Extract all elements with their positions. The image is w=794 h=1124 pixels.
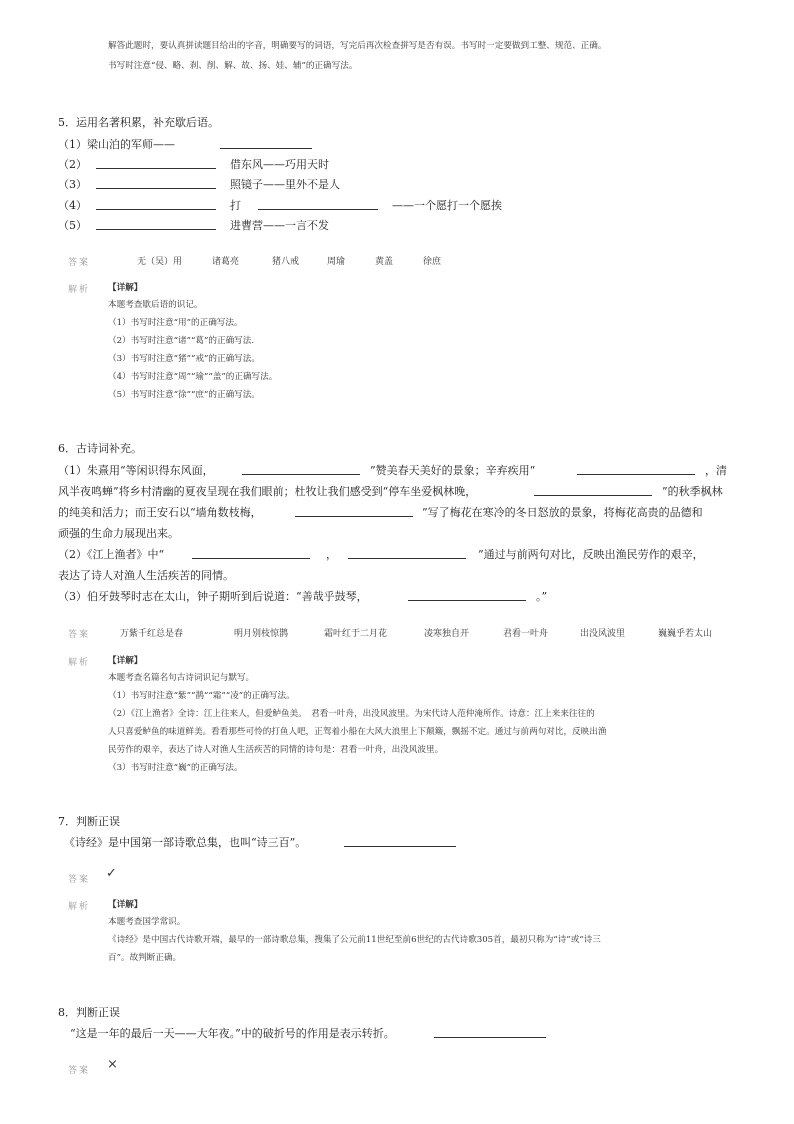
top-line-1: 解答此题时，要认真拼读题目给出的字音，明确要写的词语，写完后再次检查拼写是否有误。书写时一定要做到工整、规范、正确。 — [108, 41, 607, 51]
q6-analysis-line: （1）书写时注意“紫”“鹊”“霜”“凌”的正确写法。 — [108, 691, 295, 701]
q6-p7b: 。” — [536, 590, 548, 603]
q5-item-5-label: （5） — [58, 219, 87, 232]
q6-analysis-line: 民劳作的艰辛，表达了诗人对渔人生活疾苦的同情的诗句是：君看一叶舟，出没风波里。 — [108, 745, 444, 755]
q5-analysis-line: （3）书写时注意“猪”“戒”的正确写法。 — [108, 354, 260, 364]
q6-blank-6[interactable] — [348, 558, 466, 559]
q7-stem: 《诗经》是中国第一部诗歌总集，也叫“诗三百”。 — [64, 836, 307, 849]
q7-analysis-label: 解析 — [68, 902, 91, 912]
q6-analysis-line: （3）书写时注意“巍”的正确写法。 — [108, 763, 243, 773]
q6-p5b: ， — [326, 548, 337, 561]
q5-item-4-text: 打 — [230, 199, 241, 212]
q6-answer-6: 出没风波里 — [580, 629, 626, 639]
q6-answer-label: 答案 — [68, 630, 91, 640]
q6-p6: 表达了诗人对渔人生活疾苦的同情。 — [58, 569, 234, 582]
q8-title: 8．判断正误 — [58, 1006, 120, 1019]
q5-analysis-line: （1）书写时注意“用”的正确写法。 — [108, 318, 243, 328]
q7-title: 7．判断正误 — [58, 815, 120, 828]
q8-answer-label: 答案 — [68, 1066, 91, 1076]
q8-stem: “这是一年的最后一天——大年夜。”中的破折号的作用是表示转折。 — [70, 1027, 395, 1040]
q5-item-4-label: （4） — [58, 199, 87, 212]
q5-item-5-text: 进曹营——一言不发 — [230, 219, 329, 232]
q5-title: 5．运用名著积累，补充歇后语。 — [58, 116, 219, 129]
q6-analysis-line: （2）《江上渔者》全诗：江上往来人，但爱鲈鱼美。 君看一叶舟，出没风波里。为宋代诗人范仲淹所作。诗意：江上来来往往的 — [108, 709, 595, 719]
q6-blank-1[interactable] — [242, 474, 360, 475]
q6-p7a: （3）伯牙鼓琴时志在太山，钟子期听到后说道：“善哉乎鼓琴， — [58, 590, 368, 603]
q5-item-2-label: （2） — [58, 158, 87, 171]
q6-p3b: ”写了梅花在寒冷的冬日怒放的景象，将梅花高贵的品德和 — [422, 506, 703, 519]
q6-p2b: ”的秋季枫林 — [662, 485, 723, 498]
q5-item-2-text: 借东风——巧用天时 — [230, 158, 329, 171]
q5-item-3-label: （3） — [58, 178, 87, 191]
q7-detail-label: 【详解】 — [108, 900, 143, 910]
q5-answer-label: 答案 — [68, 258, 91, 268]
q7-answer-check-icon: ✓ — [106, 866, 117, 881]
q5-blank-1[interactable] — [220, 148, 312, 149]
q5-answer-3: 猪八戒 — [272, 257, 300, 267]
q6-blank-2[interactable] — [577, 474, 695, 475]
q5-item-4-tail: ——一个愿打一个愿挨 — [392, 199, 502, 212]
q6-blank-5[interactable] — [192, 558, 310, 559]
q6-blank-4[interactable] — [295, 516, 413, 517]
q6-answer-1: 万紫千红总是春 — [120, 629, 184, 639]
q5-blank-4a[interactable] — [96, 209, 216, 210]
q5-answer-1: 无（吴）用 — [137, 257, 183, 267]
q6-p3a: 的纯美和活力；而王安石以“墙角数枝梅， — [58, 506, 262, 519]
q5-blank-2[interactable] — [96, 168, 216, 169]
q6-p5a: （2）《江上渔者》中“ — [58, 548, 165, 561]
q5-detail-label: 【详解】 — [108, 283, 143, 293]
q5-blank-5[interactable] — [96, 229, 216, 230]
q5-answer-4: 周瑜 — [327, 257, 346, 267]
q6-answer-2: 明月别枝惊鹊 — [234, 629, 289, 639]
q6-p1a: （1）朱熹用“等闲识得东风面， — [58, 464, 214, 477]
q6-analysis-line: 本题考查名篇名句古诗词识记与默写。 — [108, 673, 255, 683]
q6-blank-3[interactable] — [534, 495, 652, 496]
q6-p1b: ”赞美春天美好的景象；辛弃疾用“ — [370, 464, 536, 477]
q6-answer-3: 霜叶红于二月花 — [324, 629, 388, 639]
q5-blank-4b[interactable] — [258, 209, 378, 210]
q6-answer-7: 巍巍乎若太山 — [658, 629, 713, 639]
q7-analysis-line: 百”。故判断正确。 — [108, 953, 182, 963]
q5-analysis-line: （5）书写时注意“徐”“庶”的正确写法。 — [108, 390, 260, 400]
q6-answer-4: 凌寒独自开 — [424, 629, 470, 639]
q6-title: 6．古诗词补充。 — [58, 442, 142, 455]
q5-blank-3[interactable] — [96, 188, 216, 189]
q5-analysis-label: 解析 — [68, 285, 91, 295]
q5-analysis-line: 本题考查歇后语的识记。 — [108, 300, 203, 310]
q6-analysis-line: 人只喜爱鲈鱼的味道鲜美。看看那些可怜的打鱼人吧，正驾着小船在大风大浪里上下颠簸，飘摇不定。通过与前两句对比，反映出渔 — [108, 727, 607, 737]
q5-answer-6: 徐庶 — [423, 257, 442, 267]
q6-p4: 顽强的生命力展现出来。 — [58, 527, 179, 540]
q8-answer-cross-icon: × — [107, 1057, 118, 1072]
q7-analysis-line: 《诗经》是中国古代诗歌开端，最早的一部诗歌总集，搜集了公元前11世纪至前6世纪的古代诗歌305首，最初只称为“诗”或“诗三 — [108, 935, 601, 945]
q7-blank[interactable] — [344, 846, 456, 847]
top-line-2: 书写时注意“侵、略、刹、削、解、故、扬、娃、辅”的正确写法。 — [108, 61, 358, 71]
q6-blank-7[interactable] — [408, 600, 526, 601]
q5-answer-2: 诸葛亮 — [212, 257, 240, 267]
q5-analysis-line: （4）书写时注意“周”“瑜”“盖”的正确写法。 — [108, 372, 278, 382]
q7-analysis-line: 本题考查国学常识。 — [108, 917, 186, 927]
q6-p2a: 风半夜鸣蝉”将乡村清幽的夏夜呈现在我们眼前；杜牧让我们感受到“停车坐爱枫林晚， — [58, 485, 477, 498]
q6-answer-5: 君看一叶舟 — [503, 629, 549, 639]
q5-answer-5: 黄盖 — [375, 257, 394, 267]
q7-answer-label: 答案 — [68, 875, 91, 885]
q5-item-3-text: 照镜子——里外不是人 — [230, 178, 340, 191]
q6-analysis-label: 解析 — [68, 658, 91, 668]
q8-blank[interactable] — [434, 1037, 546, 1038]
q5-analysis-line: （2）书写时注意“诸”“葛”的正确写法. — [108, 336, 255, 346]
q6-p1c: ，清 — [705, 464, 727, 477]
q6-detail-label: 【详解】 — [108, 656, 143, 666]
q6-p5c: ”通过与前两句对比，反映出渔民劳作的艰辛， — [478, 548, 704, 561]
q5-item-1-label: （1）梁山泊的军师—— — [58, 138, 175, 151]
